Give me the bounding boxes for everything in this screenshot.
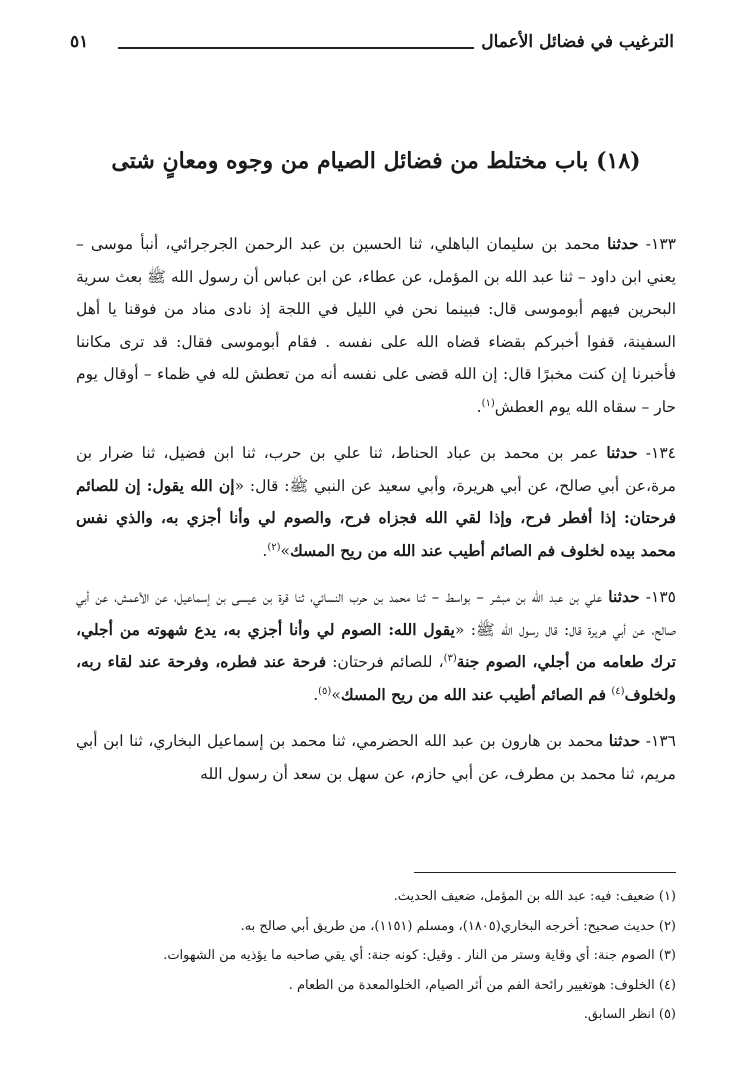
header-rule — [118, 47, 474, 49]
footnote-ref[interactable]: (٢) — [267, 541, 281, 553]
hadith-opening: حدثنا — [607, 234, 639, 253]
hadith-text: محمد بن سليمان الباهلي، ثنا الحسين بن عبد الرحمن الجرجرائي، أنبأ موسى – يعني ابن داود – ثنا عبد الله بن المؤمل، عن عطاء، عن ابن عباس أن رسول الله ﷺ بعث سرية البحرين فيهم أبوموسى قال: فبينما نحن في الليل في اللجة إذ نادى مناد من فوقنا يا أهل السفينة، قفوا أخبركم بقضاء قضاه الله على نفسه . فقام أبوموسى فقال: قد ترى مكاننا فأخبرنا إن كنت مخبرًا قال: إن الله قضى على نفسه أنه من تعطش لله في ظماء – أوقال يوم حار – سقاه الله يوم العطش — [76, 235, 676, 416]
footnote-ref[interactable]: (٣) — [443, 652, 457, 664]
hadith-135 — [76, 581, 676, 711]
footnote-1: (١) ضعيف: فيه: عبد الله بن المؤمل، ضعيف الحديث. — [393, 889, 676, 904]
footnote-4: (٤) الخلوف: هوتغيير رائحة الفم من أثر الصيام، الخلوالمعدة من الطعام . — [288, 977, 676, 993]
footnote-ref[interactable]: (٤) — [611, 685, 625, 697]
hadith-number: ١٣٥- — [645, 588, 676, 606]
hadith-matn: يقول الله: الصوم لي وأنا أجزي به، يدع شهوته من أجلي، ترك طعامه من أجلي، الصوم جنة — [76, 619, 676, 671]
footnote-ref[interactable]: (١) — [481, 397, 495, 409]
hadith-matn: فم الصائم أطيب عند الله من ريح المسك — [340, 684, 612, 704]
hadith-matn: إن الله يقول: إن للصائم فرحتان: إذا أفطر فرح، وإذا لقي الله فجزاه فرح، والصوم لي وأنا أجزي به، والذي نفس محمد بيده لخلوف فم الصائم أطيب عند الله من ريح المسك — [76, 475, 676, 560]
footnotes — [60, 882, 676, 1030]
hadith-opening: حدثنا — [608, 587, 640, 606]
hadith-text-mid: ، للصائم فرحتان: — [326, 653, 444, 671]
footnote-rule — [414, 872, 676, 873]
hadith-matn: فرحة عند فطره، وفرحة عند لقاء ربه، ولخلوف — [76, 652, 676, 704]
chapter-title: (١٨) باب مختلط من فضائل الصيام من وجوه ومعانٍ شتى — [111, 148, 641, 174]
footnote-2: (٢) حديث صحيح: أخرجه البخاري(١٨٠٥)، ومسلم (١١٥١)، من طريق أبي صالح به. — [240, 918, 676, 934]
hadith-text: محمد بن هارون بن عبد الله الحضرمي، ثنا محمد بن إسماعيل البخاري، ثنا ابن أبي مريم، ثنا محمد بن مطرف، عن أبي حازم، عن سهل بن سعد أن رسول الله — [76, 732, 676, 783]
main-text — [76, 228, 676, 804]
footnote-3: (٣) الصوم جنة: أي وقاية وستر من النار . وقيل: كونه جنة: أي يقي صاحبه ما يؤذيه من الشهوات. — [163, 948, 676, 963]
hadith-text: علي بن عبد الله بن مبشر – بواسط – ثنا محمد بن حرب النسائي، ثنا قرة بن عيسى بن إسماعيل، عن الأعمش، عن أبي صالح، عن أبي هريرة قال: قال رسول الله ﷺ: « — [76, 588, 676, 639]
hadith-136 — [76, 725, 676, 790]
hadith-133 — [76, 228, 676, 423]
page-number: ٥١ — [70, 32, 89, 52]
hadith-134 — [76, 437, 676, 567]
quote-close: » — [280, 541, 291, 560]
hadith-opening: حدثنا — [606, 443, 638, 462]
hadith-text: عمر بن محمد بن عباد الحناط، ثنا علي بن حرب، ثنا ابن فضيل، ثنا ضرار بن مرة،عن أبي صالح، عن أبي هريرة، وأبي سعيد عن النبي ﷺ: قال: « — [76, 444, 676, 495]
running-header — [70, 32, 674, 62]
footnote-ref[interactable]: (٥) — [318, 685, 332, 697]
footnote-5: (٥) انظر السابق. — [583, 1007, 676, 1022]
hadith-opening: حدثنا — [608, 731, 641, 750]
hadith-number: ١٣٦- — [645, 732, 677, 750]
quote-close: » — [331, 685, 341, 704]
hadith-number: ١٣٤- — [645, 444, 676, 462]
hadith-ending: . — [313, 685, 319, 704]
hadith-number: ١٣٣- — [645, 235, 676, 253]
hadith-ending: . — [262, 541, 268, 560]
hadith-ending: . — [476, 397, 482, 416]
running-title: الترغيب في فضائل الأعمال — [481, 32, 674, 52]
